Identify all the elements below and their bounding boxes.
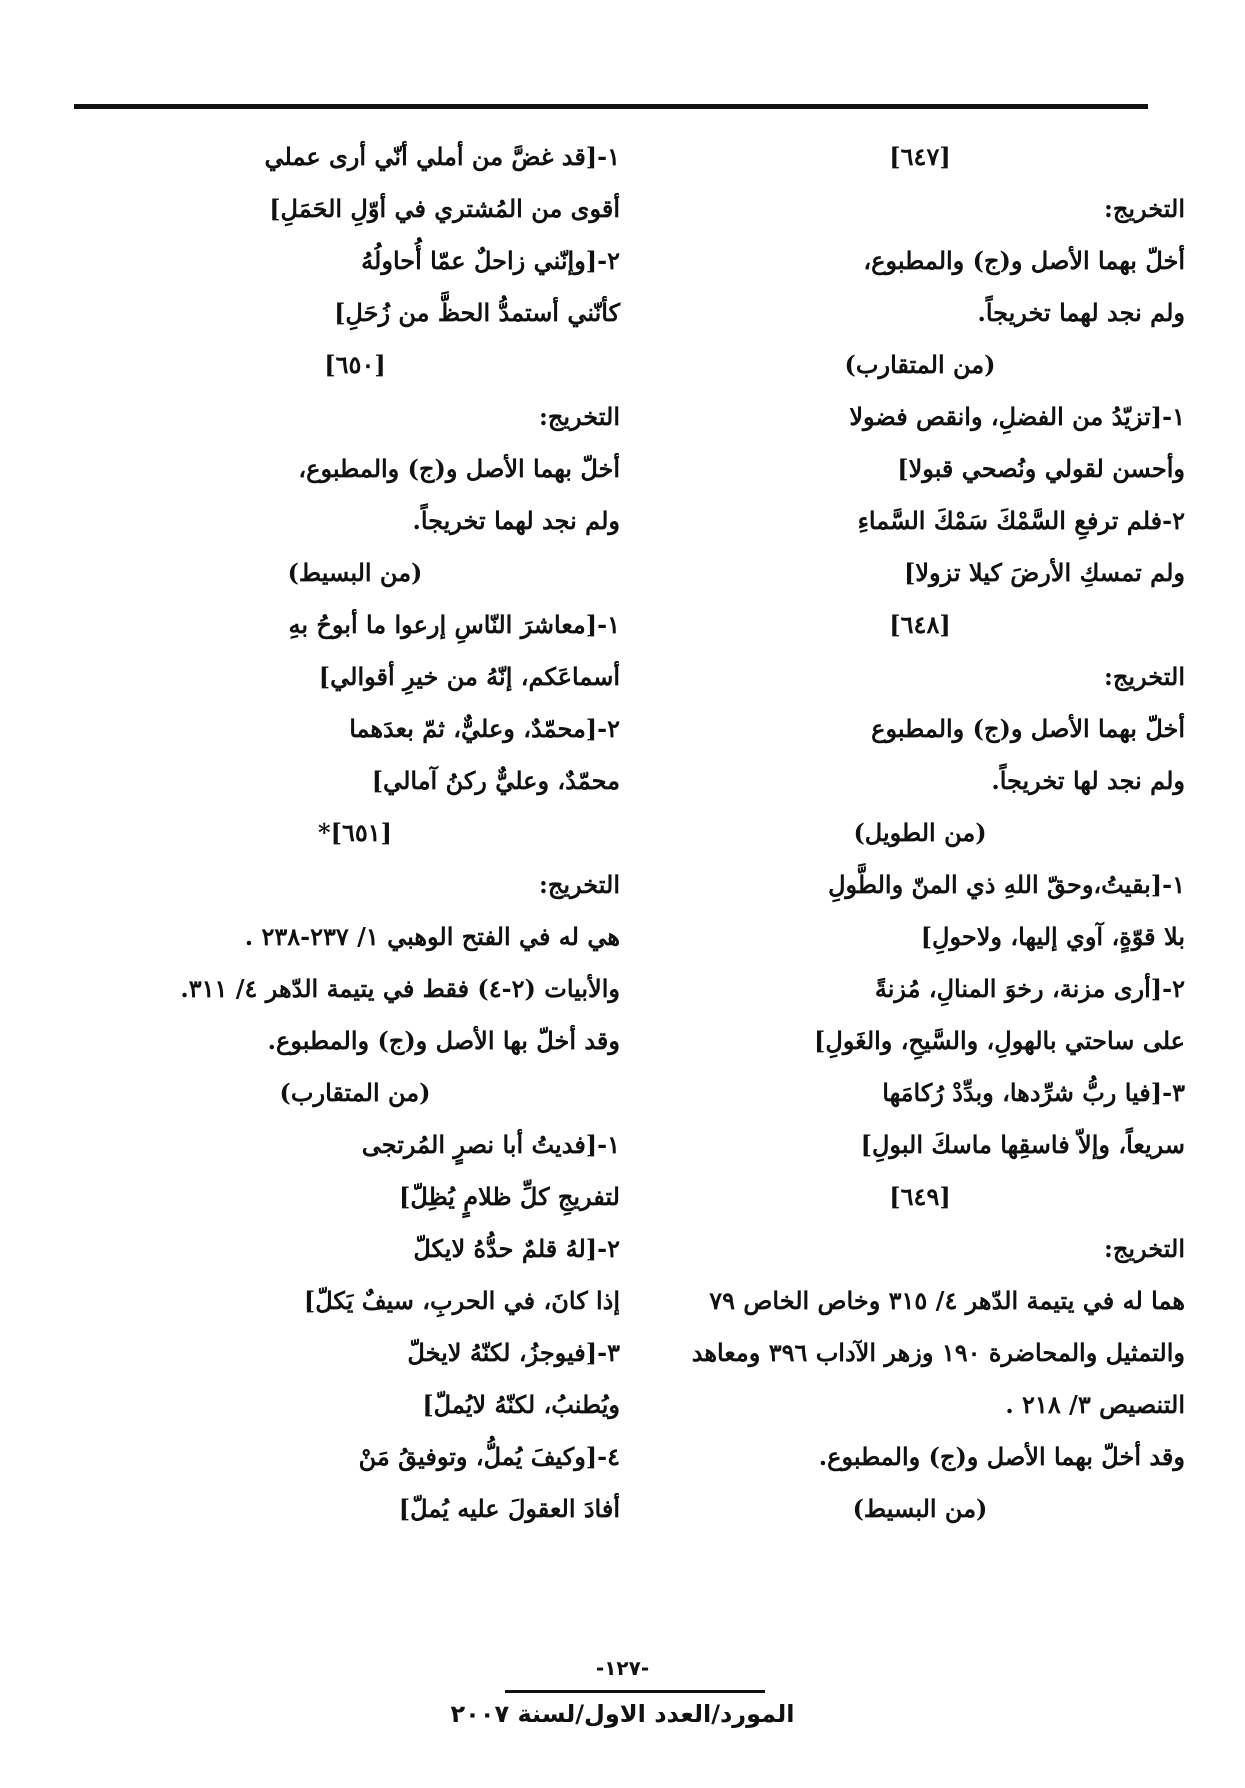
right-column <box>655 140 1185 1640</box>
entry-number: [٦٤٨] <box>889 610 951 639</box>
verse-line: إذا كانَ، في الحربِ، سيفٌ يَكلّ] <box>303 1286 620 1315</box>
entry-number: [٦٤٧] <box>889 142 951 171</box>
text-line: التنصيص ٣/ ٢١٨ . <box>1005 1390 1185 1419</box>
section-heading: التخريج: <box>1104 1234 1185 1263</box>
text-line: أخلّ بهما الأصل و(ج) والمطبوع <box>871 714 1185 743</box>
header-rule <box>74 104 1148 109</box>
text-line: أخلّ بهما الأصل و(ج) والمطبوع، <box>298 454 620 483</box>
text-line: والتمثيل والمحاضرة ١٩٠ وزهر الآداب ٣٩٦ ومعاهد <box>691 1338 1185 1367</box>
text-line: وقد أخلّ بها الأصل و(ج) والمطبوع. <box>267 1026 620 1055</box>
verse-line: لتفريجِ كلِّ ظلامٍ يُظِلّ] <box>399 1182 620 1211</box>
verse-line: ١-[تزيّدُ من الفضلِ، وانقص فضولا <box>849 402 1185 431</box>
verse-line: ٢-فلم ترفعِ السَّمْكَ سَمْكَ السَّماءِ <box>857 506 1185 535</box>
verse-line: ٢-[وإنّني زاحلٌ عمّا أُحاولُهُ <box>361 246 620 275</box>
verse-line: ولم تمسكِ الأرضَ كيلا تزولا] <box>904 558 1185 587</box>
verse-line: ٢-[محمّدٌ، وعليٌّ، ثمّ بعدَهما <box>349 714 620 743</box>
section-heading: التخريج: <box>1104 194 1185 223</box>
text-line: ولم نجد لهما تخريجاً. <box>412 506 620 535</box>
page-number: -١٢٧- <box>595 1656 650 1680</box>
verse-line: ٢-[أرى مزنة، رخوَ المنالِ، مُزنةً <box>874 974 1185 1003</box>
verse-line: ١-[قد غضَّ من أملي أنّي أرى عملي <box>264 142 620 171</box>
verse-line: ٣-[فيوجزُ، لكنّهُ لايخلّ <box>407 1338 620 1367</box>
text-line: أخلّ بهما الأصل و(ج) والمطبوع، <box>863 246 1185 275</box>
text-line: ولم نجد لها تخريجاً. <box>991 766 1185 795</box>
text-line: هما له في يتيمة الدّهر ٤/ ٣١٥ وخاص الخاص ٧٩ <box>709 1286 1185 1315</box>
meter-label: (من المتقارب) <box>844 350 996 379</box>
verse-line: سريعاً، وإلاّ فاسقِها ماسكَ البولِ] <box>860 1130 1185 1159</box>
verse-line: ويُطنبُ، لكنّهُ لايُملّ] <box>422 1390 620 1419</box>
verse-line: على ساحتي بالهولِ، والسَّيحِ، والغَولِ] <box>814 1026 1185 1055</box>
verse-line: بلا قوّةٍ، آوي إليها، ولاحولِ] <box>920 922 1185 951</box>
journal-citation: المورد/العدد الاول/لسنة ٢٠٠٧ <box>450 1700 795 1728</box>
verse-line: ١-[بقيتُ،وحقّ اللهِ ذي المنّ والطَّولِ <box>828 870 1185 899</box>
verse-line: أسماعَكم، إنّهُ من خيرِ أقوالي] <box>318 662 620 691</box>
footer-rule <box>505 1690 765 1693</box>
meter-label: (من البسيط) <box>287 558 423 587</box>
meter-label: (من البسيط) <box>852 1494 988 1523</box>
text-line: والأبيات (٢-٤) فقط في يتيمة الدّهر ٤/ ٣١١. <box>180 974 620 1003</box>
verse-line: أفادَ العقولَ عليه يُملّ] <box>398 1494 620 1523</box>
entry-number: [٦٥٠] <box>324 350 386 379</box>
text-line: ولم نجد لهما تخريجاً. <box>977 298 1185 327</box>
section-heading: التخريج: <box>539 402 620 431</box>
meter-label: (من الطويل) <box>853 818 987 847</box>
text-line: وقد أخلّ بهما الأصل و(ج) والمطبوع. <box>818 1442 1185 1471</box>
entry-number: [٦٥١]* <box>318 818 392 847</box>
verse-line: وأحسن لقولي ونُصحي قبولا] <box>897 454 1185 483</box>
verse-line: أقوى من المُشتري في أوّلِ الحَمَلِ] <box>269 194 620 223</box>
verse-line: ٣-[فيا ربُّ شرِّدها، وبدِّدْ رُكامَها <box>882 1078 1185 1107</box>
verse-line: كأنّني أستمدُّ الحظَّ من زُحَلِ] <box>334 298 620 327</box>
section-heading: التخريج: <box>539 870 620 899</box>
meter-label: (من المتقارب) <box>279 1078 431 1107</box>
verse-line: ٢-[لهُ قلمٌ حدُّهُ لايكلّ <box>413 1234 620 1263</box>
verse-line: ١-[فديتُ أبا نصرٍ المُرتجى <box>361 1130 620 1159</box>
text-line: هي له في الفتح الوهبي ١/ ٢٣٧-٢٣٨ . <box>244 922 620 951</box>
left-column <box>90 140 620 1640</box>
verse-line: ٤-[وكيفَ يُملُّ، وتوفيقُ مَنْ <box>358 1442 620 1471</box>
verse-line: ١-[معاشرَ النّاسِ إرعوا ما أبوحُ بهِ <box>288 610 620 639</box>
section-heading: التخريج: <box>1104 662 1185 691</box>
verse-line: محمّدٌ، وعليٌّ ركنُ آمالي] <box>371 766 620 795</box>
entry-number: [٦٤٩] <box>889 1182 951 1211</box>
